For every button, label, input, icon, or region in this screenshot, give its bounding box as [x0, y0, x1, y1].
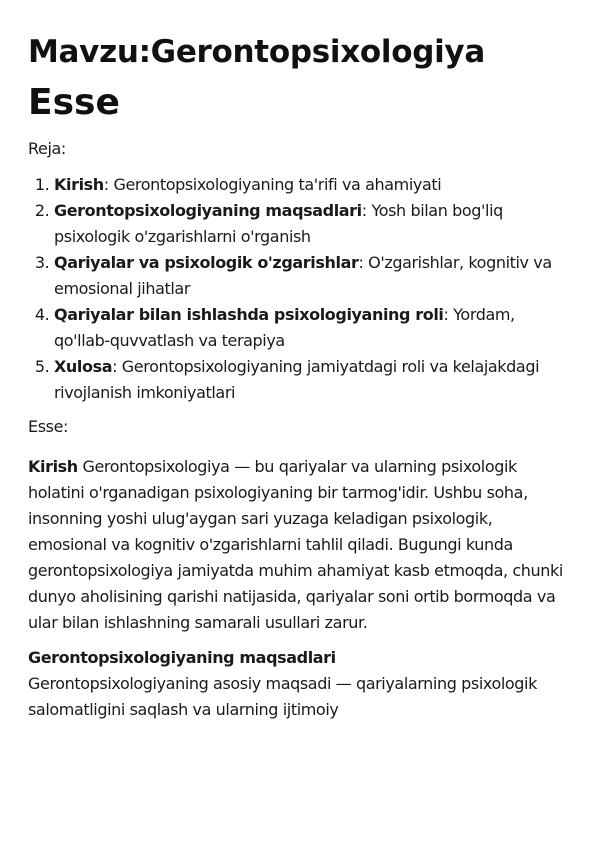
- plan-item-term: Qariyalar bilan ishlashda psixologiyaning roli: [54, 305, 444, 324]
- plan-item-term: Gerontopsixologiyaning maqsadlari: [54, 201, 362, 220]
- plan-item-text: : O'zgarishlar, kognitiv va emosional jihatlar: [54, 253, 552, 298]
- intro-heading: Kirish: [28, 457, 78, 476]
- plan-item-term: Xulosa: [54, 357, 113, 376]
- document-title: Mavzu:Gerontopsixologiya: [28, 34, 485, 70]
- plan-item-term: Qariyalar va psixologik o'zgarishlar: [54, 253, 359, 272]
- document-page: [28, 28, 573, 723]
- plan-item: [54, 198, 573, 250]
- document-subtitle: Esse: [28, 82, 120, 123]
- plan-item: [54, 172, 573, 198]
- goals-heading: Gerontopsixologiyaning maqsadlari: [28, 648, 336, 667]
- plan-item-term: Kirish: [54, 175, 104, 194]
- plan-item: [54, 354, 573, 406]
- intro-paragraph: [28, 454, 573, 636]
- plan-list: [28, 172, 573, 406]
- plan-item: [54, 302, 573, 354]
- plan-item-text: : Gerontopsixologiyaning ta'rifi va ahamiyati: [103, 175, 442, 194]
- plan-item-text: : Yosh bilan bog'liq psixologik o'zgarishlarni o'rganish: [54, 201, 503, 246]
- goals-text: Gerontopsixologiyaning asosiy maqsadi — qariyalarning psixologik salomatligini saqlash va ularning ijtimoiy: [28, 674, 537, 719]
- intro-text: Gerontopsixologiya — bu qariyalar va ularning psixologik holatini o'rganadigan psixologiyaning bir tarmog'idir. Ushbu soha, insonning yoshi ulug'aygan sari yuzaga keladigan psixologik, emosional va kognitiv o'zgarishlarni tahlil qiladi. Bugungi kunda gerontopsixologiya jamiyatda muhim ahamiyat kasb etmoqda, chunki dunyo aholisining qarishi natijasida, qariyalar soni ortib bormoqda va ular bilan ishlashning samarali usullari zarur.: [28, 457, 563, 632]
- plan-item: [54, 250, 573, 302]
- plan-label: Reja:: [28, 139, 66, 158]
- plan-item-text: : Yordam, qo'llab-quvvatlash va terapiya: [54, 305, 515, 350]
- essay-label: Esse:: [28, 417, 69, 436]
- plan-item-text: : Gerontopsixologiyaning jamiyatdagi roli va kelajakdagi rivojlanish imkoniyatlari: [54, 357, 540, 402]
